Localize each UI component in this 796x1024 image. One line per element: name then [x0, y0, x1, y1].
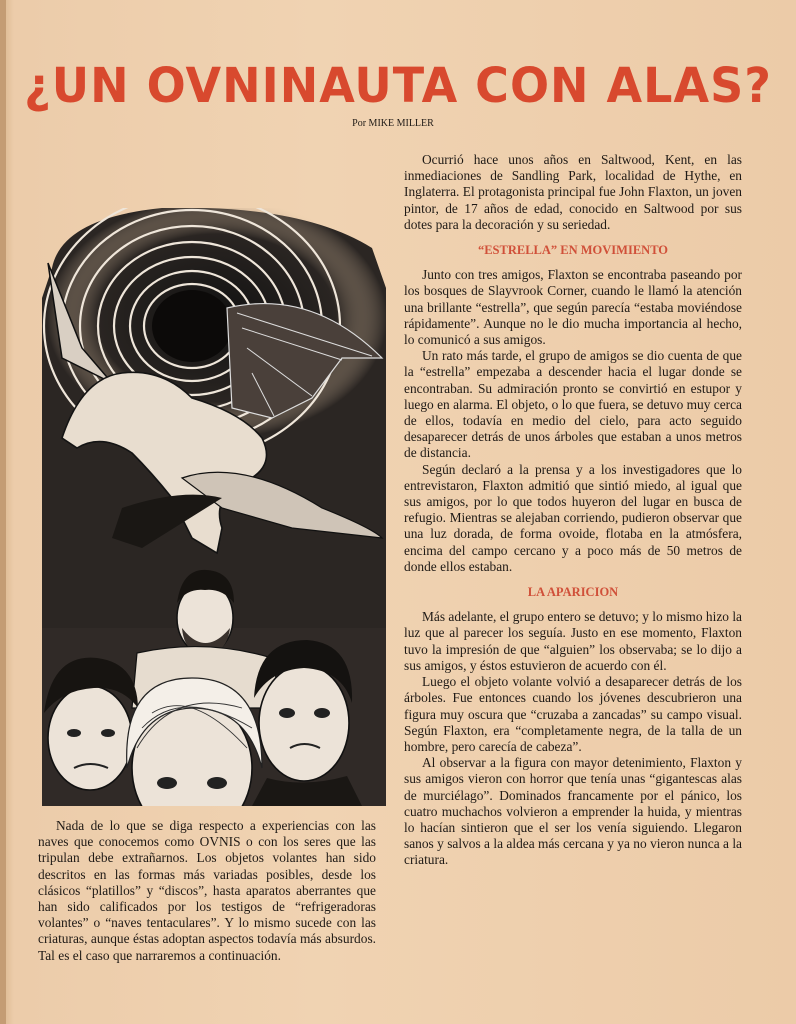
paragraph-3: Un rato más tarde, el grupo de amigos se dio cuenta de que la “estrella” empezaba a descender hacia el lugar donde se encontraban. Su admiración pronto se convirtió en estupor y luego en alarma. El objeto, o lo que fuera, se detuvo muy cerca de ellos, todavía en medio del cielo, para acto seguido desaparecer detrás de unos árboles que estaban a unos metros de distancia. [404, 348, 742, 461]
left-column [38, 818, 376, 964]
paragraph-2: Junto con tres amigos, Flaxton se encontraba paseando por los bosques de Slayvrook Corner, cuando le llamó la atención una brillante “estrella”, que según parecía “estaba moviéndose rápidamente”. Aunque no le dio mucha importancia al hecho, lo comunicó a sus amigos. [404, 267, 742, 348]
paragraph-6: Luego el objeto volante volvió a desaparecer detrás de los árboles. Fue entonces cuando los jóvenes descubrieron una figura muy oscura que “cruzaba a zancadas” su campo visual. Según Flaxton, era “completamente negra, de la talla de un hombre, pero carecía de cabeza”. [404, 674, 742, 754]
subheading-estrella: “ESTRELLA” EN MOVIMIENTO [477, 243, 669, 258]
paragraph-1: Ocurrió hace unos años en Saltwood, Kent, en las inmediaciones de Sandling Park, localidad de Hythe, en Inglaterra. El protagonista principal fue John Flaxton, un joven pintor, de 17 años de edad, conocido en Saltwood por sus dotes para la decoración y su seriedad. [404, 152, 742, 232]
right-column [404, 152, 742, 869]
paragraph-5: Más adelante, el grupo entero se detuvo; y lo mismo hizo la luz que al parecer los seguía. Justo en ese momento, Flaxton tuvo la impresión de que “alguien” los observaba; se lo dijo a sus amigos, y éstos estuvieron de acuerdo con él. [404, 609, 742, 673]
paragraph-4: Según declaró a la prensa y a los investigadores que lo entrevistaron, Flaxton admitió que sintió miedo, al igual que sus amigos, por lo que todos huyeron del lugar en busca de refugio. Mientras se alejaban corriendo, pudieron observar que una luz dorada, de forma ovoide, flotaba en la atmósfera, encima del campo cercano y a poco más de 50 metros de donde ellos estaban. [404, 461, 742, 574]
article-title: ¿UN OVNINAUTA CON ALAS? [24, 56, 772, 114]
illustration-winged-creature [42, 208, 386, 806]
illustration-drawing [42, 208, 386, 806]
paragraph-7: Al observar a la figura con mayor detenimiento, Flaxton y sus amigos vieron con horror que tenía unas “gigantescas alas de murciélago”. Dominados francamente por el pánico, los cuatro muchachos volvieron a emprender la huida, y mientras lo hacían sintieron que el ser los venía siguiendo. Llegaron sanos y salvos a la aldea más cercana y ya no vieron nunca a la criatura. [404, 755, 742, 868]
subheading-aparicion: LA APARICION [527, 585, 619, 600]
intro-paragraph: Nada de lo que se diga respecto a experiencias con las naves que conocemos como OVNIS o con los seres que las tripulan debe extrañarnos. Los objetos volantes han sido descritos en las formas más variadas posibles, desde los clásicos “platillos” y “discos”, hasta aparatos aberrantes que han sido calificados por los testigos de “refrigeradoras volantes” o “naves tentaculares”. Y lo mismo sucede con las criaturas, aunque éstas adoptan aspectos todavía más absurdos. Tal es el caso que narraremos a continuación. [38, 818, 376, 963]
byline: Por MIKE MILLER [352, 118, 434, 129]
